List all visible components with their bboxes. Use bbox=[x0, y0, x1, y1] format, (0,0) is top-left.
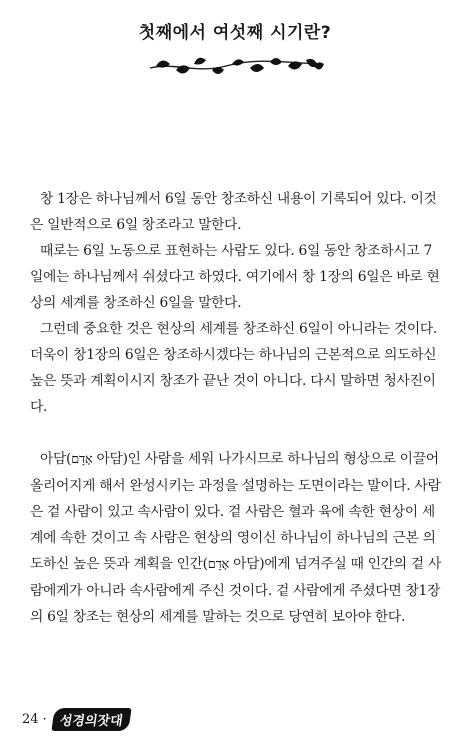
page-number: 24 · bbox=[22, 712, 47, 727]
paragraph-4 bbox=[30, 446, 442, 630]
page-title: 첫째에서 여섯째 시기란? bbox=[138, 23, 332, 43]
vine-ornament-icon bbox=[146, 52, 326, 80]
hebrew-adam: אָדָם bbox=[71, 452, 93, 467]
paragraph-4-part-1: 아담( bbox=[40, 451, 72, 467]
paragraph-2: 때로는 6일 노동으로 표현하는 사람도 있다. 6일 동안 창조하시고 7일에는 하나님께서 쉬셨다고 하였다. 여기에서 창 1장의 6일은 바로 현상의 세계를 창조하신 6일을 말한다. bbox=[30, 243, 440, 311]
paragraph-3: 그런데 중요한 것은 현상의 세계를 창조하신 6일이 아니라는 것이다. 더욱이 창1장의 6일은 창조하시겠다는 하나님의 근본적으로 의도하신 높은 뜻과 계획이시지 창조가 끝난 것이 아니다. 다시 말하면 청사진이다. bbox=[30, 321, 437, 415]
paragraph-1: 창 1장은 하나님께서 6일 동안 창조하신 내용이 기록되어 있다. 이것은 일반적으로 6일 창조라고 말한다. bbox=[30, 191, 437, 233]
book-logo: 성경의잣대 bbox=[51, 708, 131, 731]
body-text bbox=[30, 186, 442, 630]
page-footer bbox=[22, 708, 130, 731]
paragraph-4-part-3: 아담)에게 넘겨주실 때 인간의 겉 사람에게가 아니라 속사람에게 주신 것이다. 겉 사람에게 주셨다면 창1장의 6일 창조는 현상의 세계를 말하는 것으로 당연히 보아야 한다. bbox=[30, 556, 442, 625]
paragraph-4-part-2: 아담)인 사람을 세워 나가시므로 하나님의 형상으로 이끌어 올리어지게 해서 완성시키는 과정을 설명하는 도면이라는 말이다. 사람은 겉 사람이 있고 속사람이 있다. 겉 사람은 혈과 육에 속한 현상이 세계에 속한 것이고 속 사람은 현상의 영이신 하나님이 하나님의 근본 의도하신 높은 뜻과 계획을 인간( bbox=[30, 451, 441, 572]
hebrew-adam-2: אָדָם bbox=[207, 557, 230, 572]
